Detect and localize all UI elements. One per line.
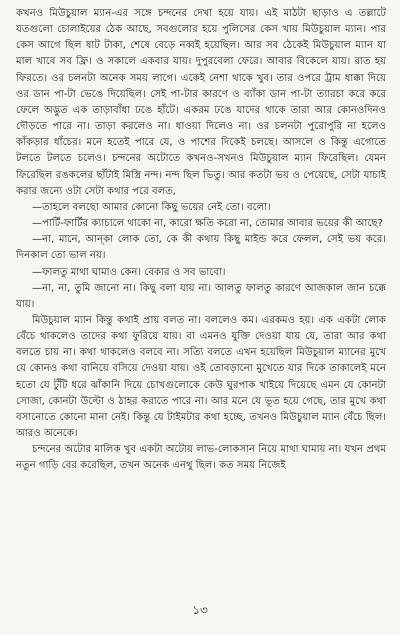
paragraph: মিউচুয়াল ম্যান কিন্তু কথাই প্রায় বলত না। বললেও কম। এরকমও হয়। এক একটা লোক বেঁচে থাকলেও তাদের কথা ফুরিয়ে যায়। বা এমনও যুক্তি দেওয়া যায় যে, তারা আর কথা বলতে চায় না। কথা থাকলেও বলবে না। সত্যি বলতে এখন হয়েছিল মিউচুয়াল ম্যানের মুখে যে কোনও কথা বানিয়ে বসিয়ে দেওয়া যায়। ওই তোবড়ানো মুখেতে যার দিকে তাকালেই মনে হতো যে টুঁটি ধরে ঝাঁকানি দিয়ে চোখগুলোকে কেউ ঘুরপাক খাইয়ে দিয়েছে এমন যে কোনটা সোজা, কোনটা উল্টো ও ঠাহর করাতে পারে না। আর মনে যে ভূত হয়ে গেছে, তার মুখে কথা বসানোতে কোনো মানা নেই। কিন্তু যে টাইমটার কথা হচ্ছে, তখনও মিউচুয়াল ম্যান বেঁচে ছিল। আরও অনেকে।	[16, 314, 386, 440]
dialogue-line: —ফালতু মাথা ঘামাও কেন। বেকার ও সব ভাবো।	[32, 266, 226, 278]
paragraph: চন্দনের অটোর মালিক খুব একটা অটোয় লাভ-লোকসান নিয়ে মাথা ঘামায় না। যখন প্রথম নতুন গাড়ি বের করেছিল, তখন অনেক এনথু ছিল। কত সময় নিজেই	[16, 444, 386, 472]
page-number: ১৩	[192, 603, 208, 617]
paragraph: কখনও মিউচুয়াল ম্যান-এর সঙ্গে চন্দনের দেখা হয়ে যায়। এই মাঠটা ছাড়াও এ তল্লাটে যতগুলো চোলাইয়ের ঠেক আছে, সবগুলোর হয়ে পুলিসের কেস খায় মিউচুয়াল ম্যান। পার কেস আগে ছিল ষাট টাকা, শেষে বেড়ে নব্বই হয়েছিল। আর সব ঠেকেই মিউচুয়াল ম্যান যা মাল খাবে সব ফ্রি। ও সকালে একবার যায়। দুপুরবেলা ফেরে। আবার বিকেলে যায়। রাত হয় ফিরতে। ওর চলনটা অনেক সময় লাগে। একেই নেশা থাকে খুব। তার ওপরে ট্রাম ধাক্কা দিয়ে ওর ডান পা-টা ভেঙে দিয়েছিল। সেই পা-টার কারণে ও ব্যাঁকা ডান পা-টা ত্যারচা করে করে ফেলে অদ্ভুত এক তাড়াবাঁধা ঢঙে হাঁটে। একরম ঢঙে যাদের থাকে তারা আর কোনওদিনও দৌড়তে পারে না। তাড়া করলেও না। ধাওয়া দিলেও না। ওর চলনটা পুরোপুরি না হলেও কাঁকড়ার ধাঁচের। মনে হতেই পারে যে, ও পাশের দিকেই চলছে। আসলে ও কিন্তু এগোতে টলতে টলতে চলেও। চন্দনের অটোতে কখনও-সখনও মিউচুয়াল ম্যান ফিরেছিল। যেমন ফিরেছিল রঙকলের ছাঁটাই মিস্ত্রি নন্দ। নন্দ ছিল ভিতু। আর কতটা ভয় ও পেয়েছে, সেটা যাচাই করার জন্যে ওটা সেটা কথার পরে বলত,	[16, 8, 386, 197]
dialogue-line: —না, না, তুমি জানো না। কিছু বলা যায় না। আলতু ফালতু কারণে আজকাল জান চক্কে যায়।	[16, 282, 386, 310]
dialogue-line: —পার্টি-ফার্টির ক্যাচালে থাকো না, কারো ক্ষতি করো না, তোমার আবার ভয়ের কী আছে?	[32, 218, 383, 230]
dialogue-line: —না, মানে, আন্‌কা লোক তো, কে কী কথায় কিছু মাইন্ড করে ফেলল, সেই ভয় করে। দিনকাল তো ভাল নয়।	[16, 234, 386, 262]
page-body-text	[16, 6, 386, 475]
dialogue-line: —তাহলে বলছো আমার কোনো কিছু ভয়ের নেই তো। বলো।	[32, 201, 271, 213]
